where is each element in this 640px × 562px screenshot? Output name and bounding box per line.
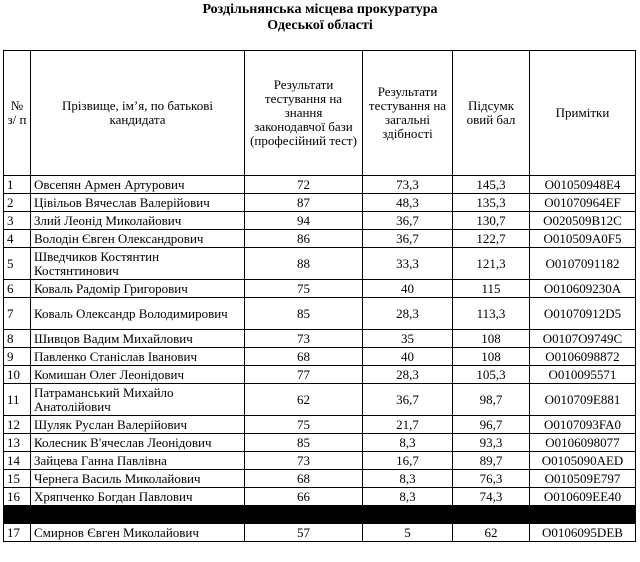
cell-number: 11 xyxy=(4,384,31,416)
cell-name: Павленко Станіслав Іванович xyxy=(31,348,245,366)
header-name: Прізвище, ім’я, по батькові кандидата xyxy=(31,51,245,176)
separator-cell xyxy=(31,506,245,524)
cell-name: Смирнов Євген Миколайович xyxy=(31,524,245,542)
cell-test1: 73 xyxy=(245,452,363,470)
header-total-score: Підсумк овий бал xyxy=(453,51,530,176)
table-row xyxy=(4,194,636,212)
cell-total: 89,7 xyxy=(453,452,530,470)
cell-test2: 40 xyxy=(363,348,453,366)
cell-note: O0106095DEB xyxy=(530,524,636,542)
cell-total: 145,3 xyxy=(453,176,530,194)
separator-cell xyxy=(363,506,453,524)
cell-note: O010509A0F5 xyxy=(530,230,636,248)
cell-number: 12 xyxy=(4,416,31,434)
table-row xyxy=(4,366,636,384)
cell-test1: 86 xyxy=(245,230,363,248)
table-row xyxy=(4,330,636,348)
header-notes: Примітки xyxy=(530,51,636,176)
cell-note: O010609230A xyxy=(530,280,636,298)
cell-total: 98,7 xyxy=(453,384,530,416)
cell-total: 113,3 xyxy=(453,298,530,330)
cell-note: O010509E797 xyxy=(530,470,636,488)
cell-number: 15 xyxy=(4,470,31,488)
cell-name: Комишан Олег Леонідович xyxy=(31,366,245,384)
cell-total: 74,3 xyxy=(453,488,530,506)
cell-number: 14 xyxy=(4,452,31,470)
table-row xyxy=(4,488,636,506)
cell-note: O0105090AED xyxy=(530,452,636,470)
separator-cell xyxy=(530,506,636,524)
cell-note: O010709E881 xyxy=(530,384,636,416)
cell-name: Патраманський Михайло Анатолійович xyxy=(31,384,245,416)
table-row xyxy=(4,434,636,452)
cell-name: Чернега Василь Миколайович xyxy=(31,470,245,488)
cell-number: 3 xyxy=(4,212,31,230)
separator-cell xyxy=(453,506,530,524)
cell-test1: 66 xyxy=(245,488,363,506)
cell-name: Шведчиков Костянтин Костянтинович xyxy=(31,248,245,280)
cell-test1: 57 xyxy=(245,524,363,542)
cell-number: 6 xyxy=(4,280,31,298)
cell-name: Володін Євген Олександрович xyxy=(31,230,245,248)
separator-cell xyxy=(245,506,363,524)
cell-total: 62 xyxy=(453,524,530,542)
cell-total: 121,3 xyxy=(453,248,530,280)
cell-number: 17 xyxy=(4,524,31,542)
cell-test1: 73 xyxy=(245,330,363,348)
table-row xyxy=(4,524,636,542)
cell-total: 93,3 xyxy=(453,434,530,452)
cell-note: O010609EE40 xyxy=(530,488,636,506)
cell-total: 108 xyxy=(453,330,530,348)
cell-name: Цівільов Вячеслав Валерійович xyxy=(31,194,245,212)
cell-test1: 85 xyxy=(245,298,363,330)
header-row xyxy=(4,51,636,176)
results-table xyxy=(3,50,636,542)
cell-test2: 16,7 xyxy=(363,452,453,470)
cell-test2: 5 xyxy=(363,524,453,542)
cell-test2: 28,3 xyxy=(363,298,453,330)
cell-test1: 75 xyxy=(245,280,363,298)
cell-name: Овсепян Армен Артурович xyxy=(31,176,245,194)
cell-test1: 88 xyxy=(245,248,363,280)
cell-total: 105,3 xyxy=(453,366,530,384)
table-row xyxy=(4,298,636,330)
separator-row xyxy=(4,506,636,524)
cell-name: Коваль Олександр Володимирович xyxy=(31,298,245,330)
cell-test1: 72 xyxy=(245,176,363,194)
table-row xyxy=(4,384,636,416)
cell-note: O0106098077 xyxy=(530,434,636,452)
cell-total: 76,3 xyxy=(453,470,530,488)
cell-test1: 77 xyxy=(245,366,363,384)
cell-number: 9 xyxy=(4,348,31,366)
table-row xyxy=(4,416,636,434)
cell-name: Шуляк Руслан Валерійович xyxy=(31,416,245,434)
table-row xyxy=(4,280,636,298)
cell-test1: 62 xyxy=(245,384,363,416)
cell-test2: 73,3 xyxy=(363,176,453,194)
cell-number: 4 xyxy=(4,230,31,248)
cell-note: O010095571 xyxy=(530,366,636,384)
title-line-1: Роздільнянська місцева прокуратура xyxy=(202,2,438,17)
cell-test1: 85 xyxy=(245,434,363,452)
cell-total: 130,7 xyxy=(453,212,530,230)
cell-test2: 28,3 xyxy=(363,366,453,384)
title-line-2: Одеської області xyxy=(267,18,373,33)
table-row xyxy=(4,212,636,230)
document-title xyxy=(0,2,640,34)
cell-test1: 87 xyxy=(245,194,363,212)
cell-test1: 75 xyxy=(245,416,363,434)
cell-number: 10 xyxy=(4,366,31,384)
cell-total: 108 xyxy=(453,348,530,366)
table-row xyxy=(4,248,636,280)
cell-name: Зайцева Ганна Павлівна xyxy=(31,452,245,470)
cell-name: Шивцов Вадим Михайлович xyxy=(31,330,245,348)
cell-note: O0107O9749C xyxy=(530,330,636,348)
cell-name: Хряпченко Богдан Павлович xyxy=(31,488,245,506)
cell-name: Коваль Радомір Григорович xyxy=(31,280,245,298)
cell-note: O0107091182 xyxy=(530,248,636,280)
cell-note: O01050948E4 xyxy=(530,176,636,194)
cell-name: Колесник В'ячеслав Леонідович xyxy=(31,434,245,452)
cell-test2: 8,3 xyxy=(363,470,453,488)
cell-test2: 33,3 xyxy=(363,248,453,280)
header-general-abilities-test: Результати тестування на загальні здібності xyxy=(363,51,453,176)
cell-note: O0107093FA0 xyxy=(530,416,636,434)
cell-test1: 94 xyxy=(245,212,363,230)
cell-test2: 36,7 xyxy=(363,230,453,248)
cell-test2: 8,3 xyxy=(363,488,453,506)
table-row xyxy=(4,176,636,194)
cell-name: Злий Леонід Миколайович xyxy=(31,212,245,230)
cell-test1: 68 xyxy=(245,470,363,488)
cell-test1: 68 xyxy=(245,348,363,366)
cell-note: O01070964EF xyxy=(530,194,636,212)
cell-note: O01070912D5 xyxy=(530,298,636,330)
cell-test2: 48,3 xyxy=(363,194,453,212)
cell-number: 8 xyxy=(4,330,31,348)
cell-note: O020509B12C xyxy=(530,212,636,230)
cell-number: 2 xyxy=(4,194,31,212)
table-row xyxy=(4,470,636,488)
header-number: № з/ п xyxy=(4,51,31,176)
cell-test2: 36,7 xyxy=(363,384,453,416)
cell-test2: 36,7 xyxy=(363,212,453,230)
cell-note: O0106098872 xyxy=(530,348,636,366)
cell-test2: 8,3 xyxy=(363,434,453,452)
cell-test2: 35 xyxy=(363,330,453,348)
separator-cell xyxy=(4,506,31,524)
cell-total: 122,7 xyxy=(453,230,530,248)
cell-number: 16 xyxy=(4,488,31,506)
table-row xyxy=(4,230,636,248)
cell-number: 13 xyxy=(4,434,31,452)
cell-test2: 40 xyxy=(363,280,453,298)
cell-total: 115 xyxy=(453,280,530,298)
header-professional-test: Результати тестування на знання законодавчої бази (професійний тест) xyxy=(245,51,363,176)
cell-total: 135,3 xyxy=(453,194,530,212)
cell-number: 7 xyxy=(4,298,31,330)
cell-number: 5 xyxy=(4,248,31,280)
cell-test2: 21,7 xyxy=(363,416,453,434)
table-row xyxy=(4,348,636,366)
cell-total: 96,7 xyxy=(453,416,530,434)
cell-number: 1 xyxy=(4,176,31,194)
table-row xyxy=(4,452,636,470)
